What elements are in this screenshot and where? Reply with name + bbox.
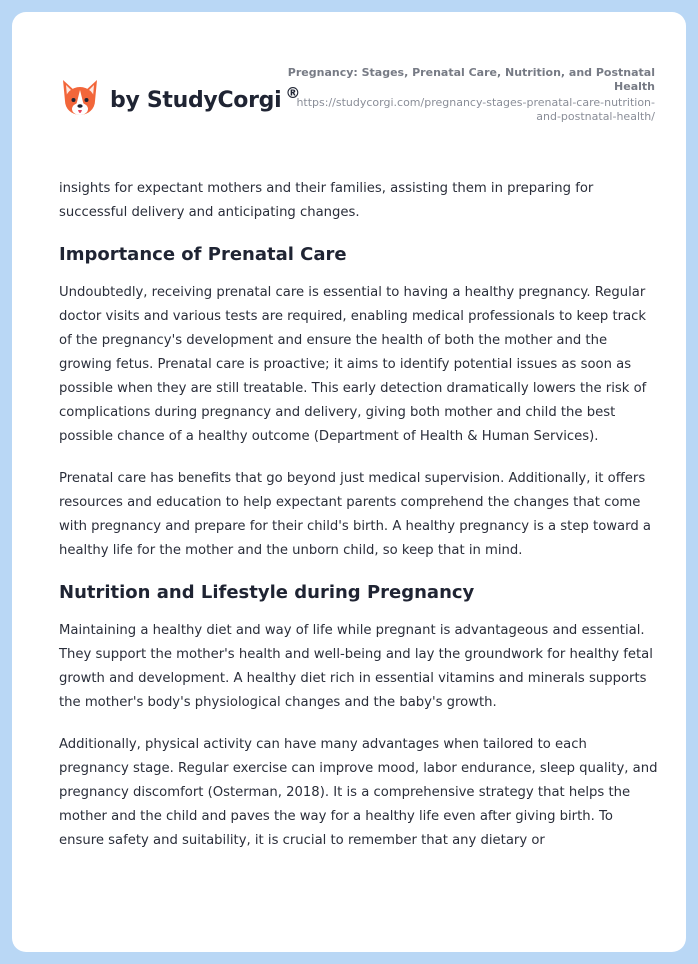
- brand-text: by StudyCorgi: [110, 87, 282, 113]
- page-header: [12, 12, 686, 162]
- brand-name: [110, 83, 301, 113]
- document-url[interactable]: https://studycorgi.com/pregnancy-stages-prenatal-care-nutrition-and-postnatal-health/: [296, 96, 655, 123]
- intro-paragraph: insights for expectant mothers and their families, assisting them in preparing for successful delivery and anticipating changes.: [59, 181, 594, 220]
- document-title: Pregnancy: Stages, Prenatal Care, Nutrition, and Postnatal Health: [287, 66, 655, 93]
- document-meta: [285, 66, 655, 124]
- paragraph: Maintaining a healthy diet and way of life while pregnant is advantageous and essential. They support the mother's health and well-being and lay the groundwork for healthy fetal growth and development. A healthy diet rich in essential vitamins and minerals supports the mother's body's physiological changes and the baby's growth.: [59, 623, 653, 710]
- corgi-icon: [60, 76, 100, 120]
- paragraph: Undoubtedly, receiving prenatal care is essential to having a healthy pregnancy. Regular doctor visits and various tests are required, enabling medical professionals to keep track of the pregnancy's development and ensure the health of both the mother and the growing fetus. Prenatal care is proactive; it aims to identify potential issues as soon as possible when they are still treatable. This early detection dramatically lowers the risk of complications during pregnancy and delivery, giving both mother and child the best possible chance of a healthy outcome (Department of Health & Human Services).: [59, 285, 647, 444]
- article-body: [59, 177, 659, 871]
- paragraph: Prenatal care has benefits that go beyond just medical supervision. Additionally, it offers resources and education to help expectant parents comprehend the changes that come with pregnancy and prepare for their child's birth. A healthy pregnancy is a step toward a healthy life for the mother and the unborn child, so keep that in mind.: [59, 471, 651, 558]
- studycorgi-logo[interactable]: [60, 76, 300, 120]
- registered-mark: ®: [285, 83, 301, 102]
- section-heading-prenatal-care: Importance of Prenatal Care: [59, 244, 347, 265]
- section-heading-nutrition-lifestyle: Nutrition and Lifestyle during Pregnancy: [59, 582, 475, 603]
- paragraph: Additionally, physical activity can have many advantages when tailored to each pregnancy stage. Regular exercise can improve mood, labor endurance, sleep quality, and pregnancy discomfort (Osterman, 2018). It is a comprehensive strategy that helps the mother and the child and paves the way for a healthy life even after giving birth. To ensure safety and suitability, it is crucial to remember that any dietary or: [59, 737, 658, 848]
- document-page: [12, 12, 686, 952]
